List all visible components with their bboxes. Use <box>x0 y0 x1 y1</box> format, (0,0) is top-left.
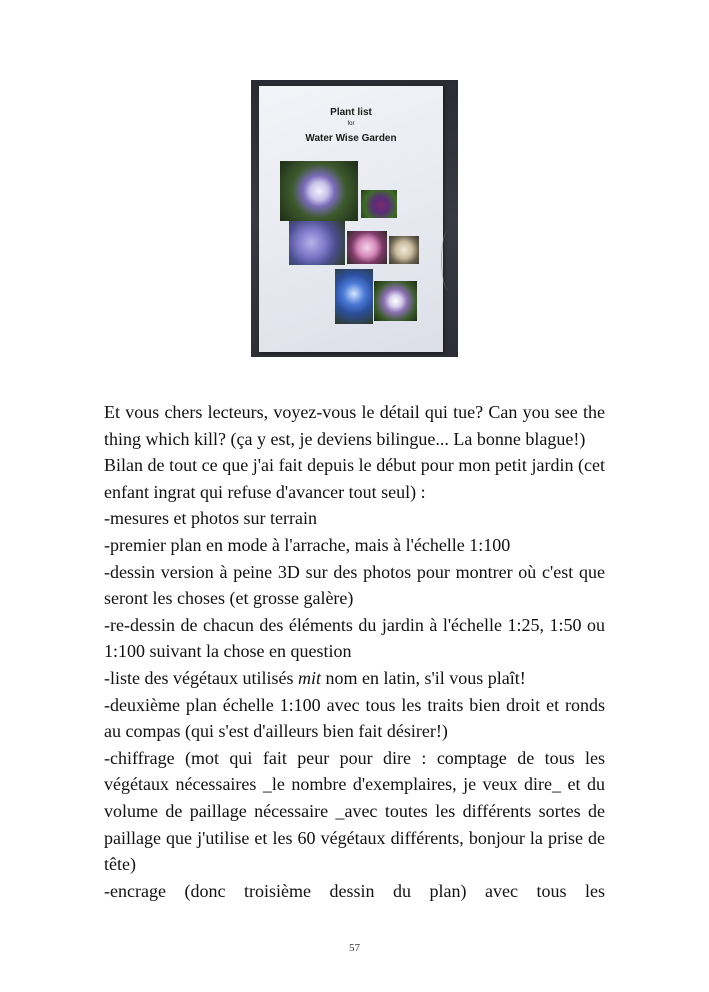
paragraph: -chiffrage (mot qui fait peur pour dire : comptage de tous les végétaux nécessaires _le nombre d'exemplaires, je veux dire_ et du volume de paillage nécessaire _avec toutes les différents sortes de paillage que j'utilise et les 60 végétaux différents, bonjour la prise de tête) <box>104 747 605 875</box>
paragraph: -mesures et photos sur terrain <box>104 508 317 529</box>
passion-flower-image <box>280 161 358 221</box>
pale-flower-image <box>389 236 419 264</box>
page-number: 57 <box>349 942 360 954</box>
paragraph: -premier plan en mode à l'arrache, mais à l'échelle 1:100 <box>104 534 511 555</box>
pink-flower-image <box>347 231 387 264</box>
blue-star-flower-image <box>335 269 373 324</box>
plant-list-booklet <box>259 86 443 352</box>
paragraph: Bilan de tout ce que j'ai fait depuis le début pour mon petit jardin (cet enfant ingrat qui refuse d'avancer tout seul) : <box>104 455 605 502</box>
paragraph: -dessin version à peine 3D sur des photos pour montrer où c'est que seront les choses (et grosse galère) <box>104 561 605 609</box>
body-text <box>104 399 605 904</box>
paragraph <box>104 665 605 692</box>
purple-flower-image <box>361 190 397 218</box>
lavender-flower-image <box>289 221 345 265</box>
paragraph: -re-dessin de chacun des éléments du jardin à l'échelle 1:25, 1:50 ou 1:100 suivant la chose en question <box>104 614 605 662</box>
booklet-subtitle-for: for <box>347 121 355 127</box>
paragraph-text: -liste des végétaux utilisés <box>104 667 298 688</box>
white-passion-flower-image <box>374 281 417 321</box>
booklet-subtitle: Water Wise Garden <box>305 133 397 144</box>
photo-background-detail <box>441 230 456 290</box>
booklet-title: Plant list <box>330 107 372 118</box>
paragraph: -deuxième plan échelle 1:100 avec tous les traits bien droit et ronds au compas (qui s'est d'ailleurs bien fait désirer!) <box>104 694 605 742</box>
italic-word: mit <box>297 667 321 688</box>
paragraph: -encrage (donc troisième dessin du plan) avec tous les <box>104 880 605 901</box>
paragraph: Et vous chers lecteurs, voyez-vous le détail qui tue? Can you see the thing which kill? (ça y est, je deviens bilingue... La bonne blague!) <box>104 402 605 449</box>
booklet-photo <box>251 80 458 357</box>
paragraph-text: nom en latin, s'il vous plaît! <box>320 667 526 688</box>
